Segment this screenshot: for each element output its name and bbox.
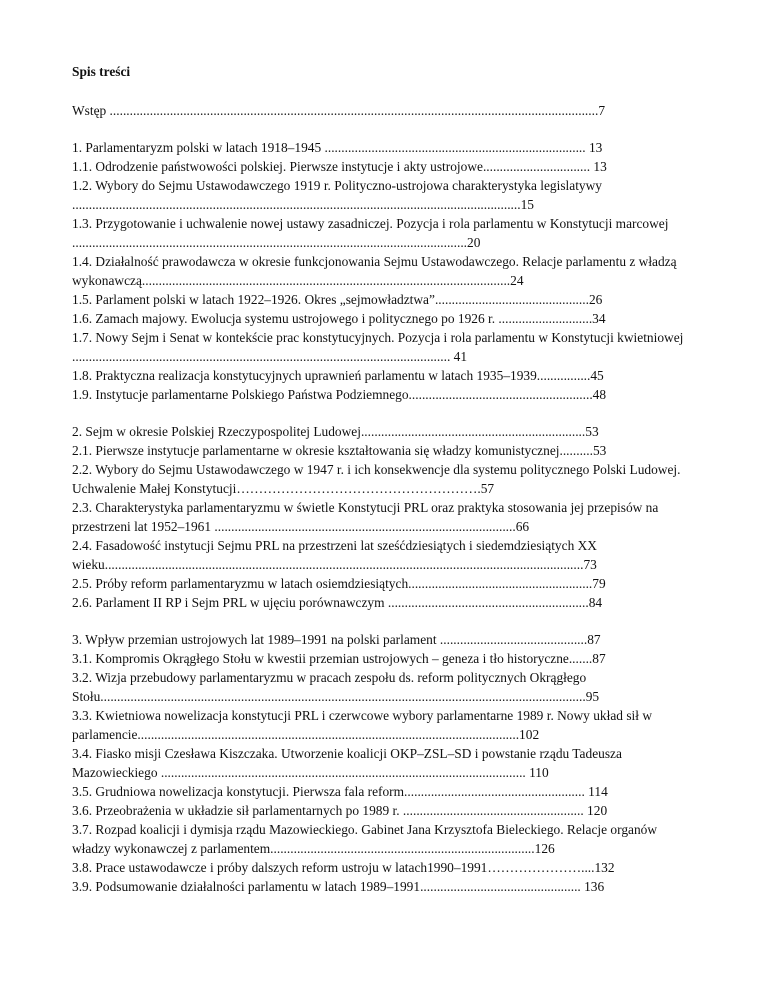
- toc-entry[interactable]: 2.3. Charakterystyka parlamentaryzmu w świetle Konstytucji PRL oraz praktyka stosowania jej przepisów na przestrzeni lat 1952–1961 ..........................................................................................66: [72, 500, 659, 534]
- toc-section-3: [72, 630, 690, 896]
- toc-entry[interactable]: 3.9. Podsumowanie działalności parlamentu w latach 1989–1991................................................ 136: [72, 879, 605, 894]
- toc-entry[interactable]: 1.8. Praktyczna realizacja konstytucyjnych uprawnień parlamentu w latach 1935–1939................45: [72, 368, 604, 383]
- toc-entry[interactable]: 1. Parlamentaryzm polski w latach 1918–1945 .............................................................................. 13: [72, 140, 603, 155]
- toc-entry[interactable]: 3.2. Wizja przebudowy parlamentaryzmu w pracach zespołu ds. reform politycznych Okrągłego Stołu.................................................................................................................................................95: [72, 670, 600, 704]
- toc-entry[interactable]: 1.9. Instytucje parlamentarne Polskiego Państwa Podziemnego.......................................................48: [72, 387, 607, 402]
- toc-entry[interactable]: 1.4. Działalność prawodawcza w okresie funkcjonowania Sejmu Ustawodawczego. Relacje parlamentu z władzą wykonawczą..............................................................................................................24: [72, 254, 677, 288]
- toc-section-2: [72, 422, 690, 612]
- toc-entry[interactable]: 1.5. Parlament polski w latach 1922–1926. Okres „sejmowładztwa”..............................................26: [72, 292, 603, 307]
- toc-entry[interactable]: 3.4. Fiasko misji Czesława Kiszczaka. Utworzenie koalicji OKP–ZSL–SD i powstanie rządu Tadeusza Mazowieckiego ............................................................................................................. 110: [72, 746, 622, 780]
- toc-entry[interactable]: 1.3. Przygotowanie i uchwalenie nowej ustawy zasadniczej. Pozycja i rola parlamentu w Konstytucji marcowej ......................................................................................................................20: [72, 216, 669, 250]
- toc-entry[interactable]: 1.6. Zamach majowy. Ewolucja systemu ustrojowego i politycznego po 1926 r. ............................34: [72, 311, 606, 326]
- toc-entry[interactable]: 2.4. Fasadowość instytucji Sejmu PRL na przestrzeni lat sześćdziesiątych i siedemdziesiątych XX wieku...............................................................................................................................................73: [72, 538, 597, 572]
- toc-entry-intro[interactable]: Wstęp ..................................................................................................................................................7: [72, 103, 606, 118]
- toc-entry[interactable]: 3.3. Kwietniowa nowelizacja konstytucji PRL i czerwcowe wybory parlamentarne 1989 r. Nowy układ sił w parlamencie..................................................................................................................102: [72, 708, 652, 742]
- toc-entry[interactable]: 2.5. Próby reform parlamentaryzmu w latach osiemdziesiątych.......................................................79: [72, 576, 606, 591]
- toc-entry[interactable]: 3.5. Grudniowa nowelizacja konstytucji. Pierwsza fala reform...................................................... 114: [72, 784, 608, 799]
- toc-entry[interactable]: 2.2. Wybory do Sejmu Ustawodawczego w 1947 r. i ich konsekwencje dla systemu politycznego Polski Ludowej. Uchwalenie Małej Konstytucji……………………………………………….57: [72, 462, 681, 496]
- toc-section-1: [72, 138, 690, 404]
- table-of-contents: [72, 62, 690, 914]
- toc-entry[interactable]: 3.8. Prace ustawodawcze i próby dalszych reform ustroju w latach1990–1991…………………....132: [72, 860, 615, 875]
- intro-section: [72, 101, 690, 120]
- toc-entry[interactable]: 3.7. Rozpad koalicji i dymisja rządu Mazowieckiego. Gabinet Jana Krzysztofa Bieleckiego. Relacje organów władzy wykonawczej z parlamentem...............................................................................126: [72, 822, 658, 856]
- toc-sections: [72, 138, 690, 896]
- toc-entry[interactable]: 1.1. Odrodzenie państwowości polskiej. Pierwsze instytucje i akty ustrojowe................................ 13: [72, 159, 607, 174]
- toc-entry[interactable]: 2. Sejm w okresie Polskiej Rzeczypospolitej Ludowej...................................................................53: [72, 424, 599, 439]
- page-title: Spis treści: [72, 64, 131, 79]
- toc-entry[interactable]: 3.1. Kompromis Okrągłego Stołu w kwestii przemian ustrojowych – geneza i tło historyczne.......87: [72, 651, 606, 666]
- toc-entry[interactable]: 2.1. Pierwsze instytucje parlamentarne w okresie kształtowania się władzy komunistycznej..........53: [72, 443, 607, 458]
- toc-entry[interactable]: 2.6. Parlament II RP i Sejm PRL w ujęciu porównawczym ............................................................84: [72, 595, 603, 610]
- toc-entry[interactable]: 3. Wpływ przemian ustrojowych lat 1989–1991 na polski parlament ............................................87: [72, 632, 601, 647]
- toc-entry[interactable]: 1.7. Nowy Sejm i Senat w kontekście prac konstytucyjnych. Pozycja i rola parlamentu w Konstytucji kwietniowej ................................................................................................................. 41: [72, 330, 684, 364]
- toc-entry[interactable]: 3.6. Przeobrażenia w układzie sił parlamentarnych po 1989 r. ...................................................... 120: [72, 803, 608, 818]
- toc-entry[interactable]: 1.2. Wybory do Sejmu Ustawodawczego 1919 r. Polityczno-ustrojowa charakterystyka legislatywy ......................................................................................................................................15: [72, 178, 602, 212]
